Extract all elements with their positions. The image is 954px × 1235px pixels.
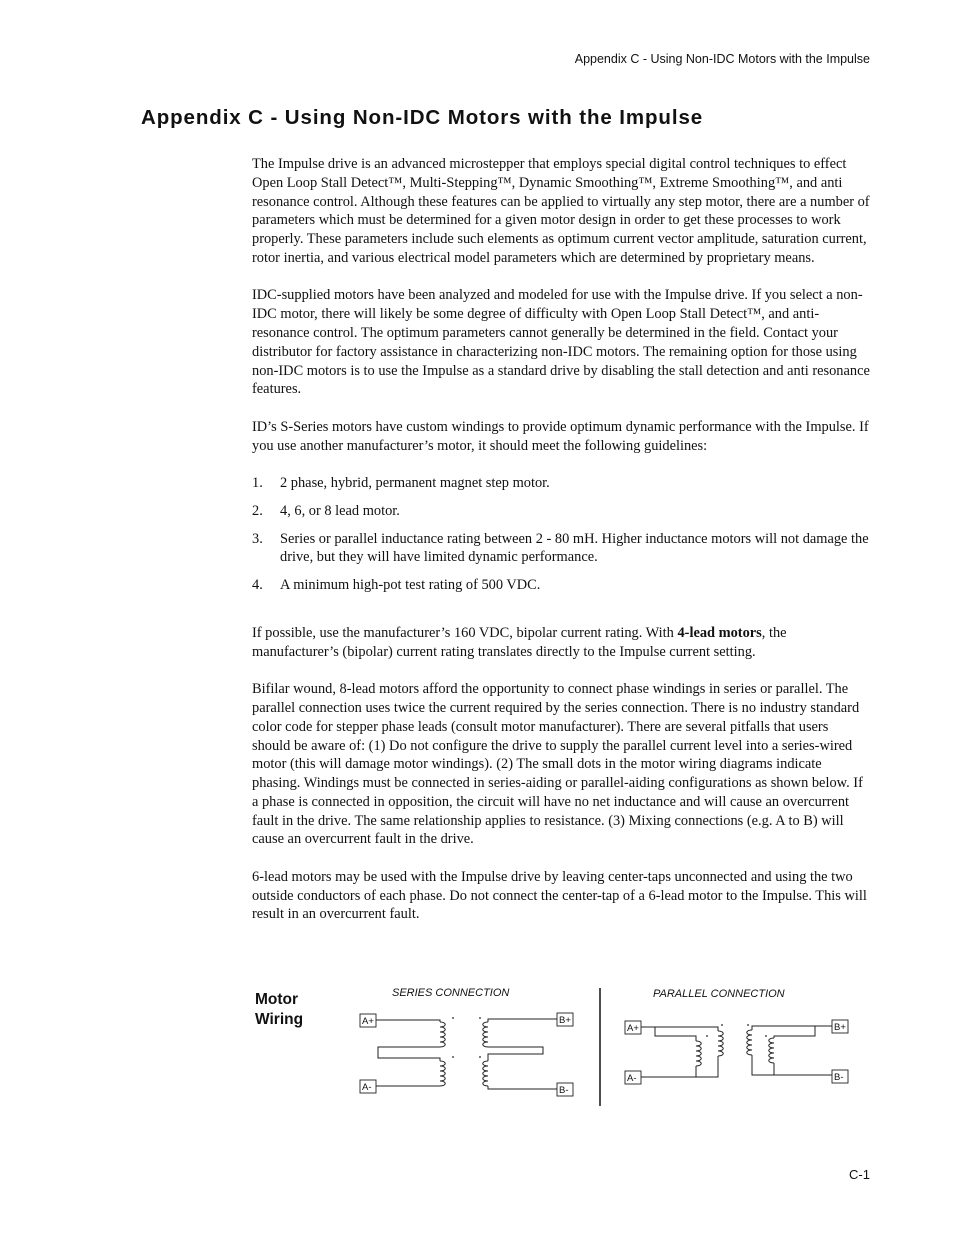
page-number: C-1 <box>849 1167 870 1182</box>
page-title: Appendix C - Using Non-IDC Motors with the Impulse <box>141 106 704 129</box>
list-item <box>252 530 870 568</box>
phasing-dot <box>452 1017 454 1019</box>
series-connection-diagram <box>360 987 573 1096</box>
list-item-number: 1. <box>252 474 263 491</box>
terminal-b-plus-label: B+ <box>559 1015 571 1026</box>
parallel-phase-b-wiring <box>747 1026 832 1075</box>
body-text <box>252 155 870 943</box>
list-item-text: 2 phase, hybrid, permanent magnet step motor. <box>280 474 550 491</box>
parallel-connection-title: PARALLEL CONNECTION <box>653 988 785 1000</box>
intro-paragraph: The Impulse drive is an advanced microstepper that employs special digital control techniques to effect Open Loop Stall Detect™, Multi-Stepping™, Dynamic Smoothing™, Extreme Smoothing™, and anti resonance control. Although these features can be applied to virtually any step motor, there are a number of parameters which must be determined for a given motor design in order to get these processes to work properly. These parameters include such elements as optimum current vector amplitude, saturation current, rotor inertia, and various electrical model parameters which are determined by proprietary means. <box>252 156 870 266</box>
s-series-paragraph: ID’s S-Series motors have custom windings to provide optimum dynamic performance with the Impulse. If you use another manufacturer’s motor, it should meet the following guidelines: <box>252 418 869 454</box>
terminal-a-plus-label: A+ <box>627 1023 639 1034</box>
phasing-dot <box>721 1024 723 1026</box>
phasing-dot <box>706 1035 708 1037</box>
current-rating-paragraph <box>252 624 870 662</box>
six-lead-paragraph: 6-lead motors may be used with the Impulse drive by leaving center-taps unconnected and using the two outside conductors of each phase. Do not connect the center-tap of a 6-lead motor to the Impulse. This will result in an overcurrent fault. <box>252 868 867 923</box>
list-item <box>252 502 870 521</box>
running-header: Appendix C - Using Non-IDC Motors with the Impulse <box>574 52 870 66</box>
list-item-number: 2. <box>252 502 263 519</box>
terminal-b-minus-label: B- <box>559 1085 569 1096</box>
terminal-a-minus-label: A- <box>627 1073 637 1084</box>
terminal-b-plus-label: B+ <box>834 1022 846 1033</box>
series-phase-a-wiring <box>376 1020 445 1086</box>
phasing-dot <box>479 1056 481 1058</box>
guidelines-list <box>252 474 870 595</box>
parallel-connection-diagram <box>625 988 848 1084</box>
list-item <box>252 474 870 493</box>
rating-text-bold: 4-lead motors <box>677 624 762 641</box>
parallel-phase-a-wiring <box>641 1027 723 1077</box>
terminal-a-minus-label: A- <box>362 1082 372 1093</box>
list-item-text: A minimum high-pot test rating of 500 VDC. <box>280 577 541 594</box>
phasing-dot <box>479 1017 481 1019</box>
motor-wiring-diagram <box>350 978 870 1110</box>
series-connection-title: SERIES CONNECTION <box>392 987 510 999</box>
phasing-dot <box>452 1056 454 1058</box>
phasing-dot <box>747 1024 749 1026</box>
list-item-number: 4. <box>252 577 263 594</box>
terminal-a-plus-label: A+ <box>362 1016 374 1027</box>
terminal-b-minus-label: B- <box>834 1072 844 1083</box>
figure-label-line2: Wiring <box>255 1010 304 1028</box>
list-item <box>252 576 870 595</box>
rating-text-before: If possible, use the manufacturer’s 160 VDC, bipolar current rating. With <box>252 624 678 641</box>
list-item-text: 4, 6, or 8 lead motor. <box>280 502 400 519</box>
phasing-dot <box>765 1035 767 1037</box>
list-item-text: Series or parallel inductance rating between 2 - 80 mH. Higher inductance motors will not damage the drive, but they will have limited dynamic performance. <box>280 530 869 566</box>
rating-text-after: , the manufacturer’s (bipolar) current rating translates directly to the Impulse current setting. <box>252 624 787 660</box>
figure-label-line1: Motor <box>255 991 299 1008</box>
series-phase-b-wiring <box>483 1019 557 1089</box>
figure-label <box>255 990 335 1029</box>
list-item-number: 3. <box>252 530 263 547</box>
idc-supplied-paragraph: IDC-supplied motors have been analyzed and modeled for use with the Impulse drive. If you select a non-IDC motor, there will likely be some degree of difficulty with Open Loop Stall Detect™, and anti-resonance control. The optimum parameters cannot generally be determined in the field. Contact your distributor for factory assistance in characterizing non-IDC motors. The remaining option for those using non-IDC motors is to use the Impulse as a standard drive by disabling the stall detection and anti resonance features. <box>252 287 870 398</box>
bifilar-paragraph: Bifilar wound, 8-lead motors afford the opportunity to connect phase windings in series or parallel. The parallel connection uses twice the current required by the series connection. There is no industry standard color code for stepper phase leads (consult motor manufacturer). There are several pitfalls that users should be aware of: (1) Do not configure the drive to supply the parallel current level into a series-wired motor (this will damage motor windings). (2) The small dots in the motor wiring diagrams indicate phasing. Windings must be connected in series-aiding or parallel-aiding configurations as shown below. If a phase is connected in opposition, the circuit will have no net inductance and will cause an overcurrent fault in the drive. The same relationship applies to resistance. (3) Mixing connections (e.g. A to B) will cause an overcurrent fault in the drive. <box>252 681 863 848</box>
